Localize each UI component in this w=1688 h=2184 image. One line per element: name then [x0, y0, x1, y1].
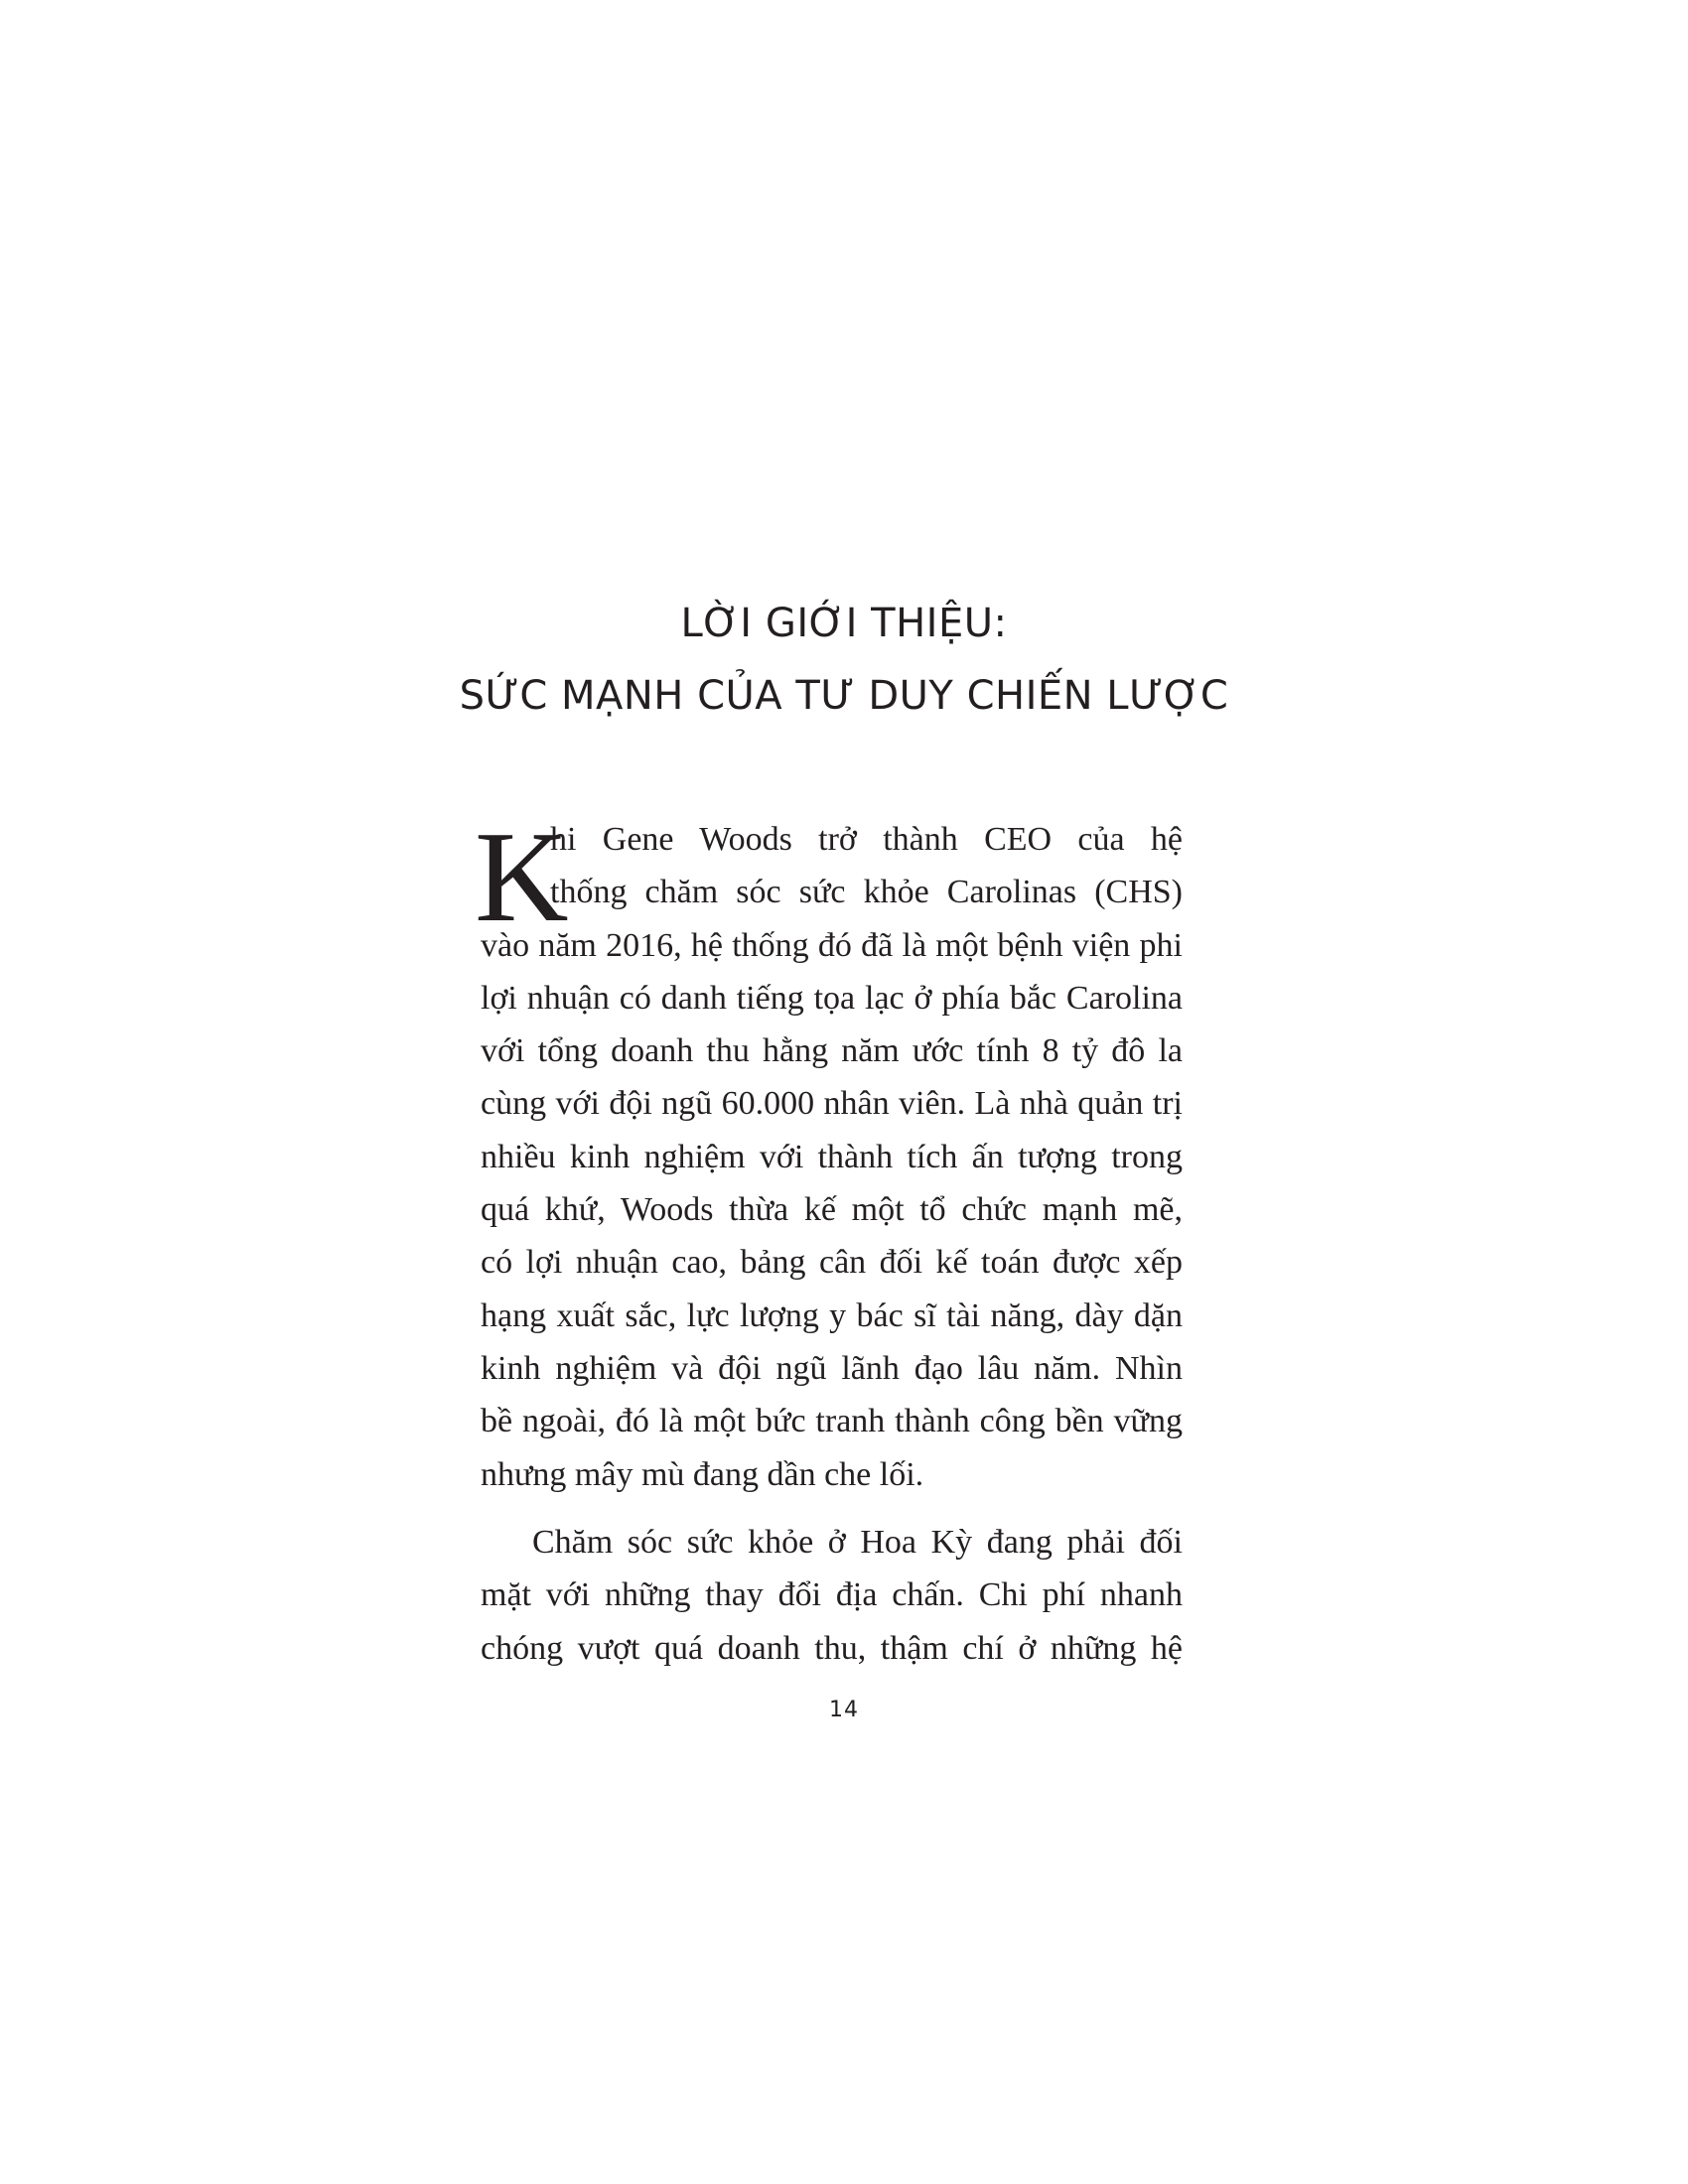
text-line: chóng vượt quá doanh thu, thậm chí ở những hệ — [481, 1629, 1183, 1667]
text-line: nhiều kinh nghiệm với thành tích ấn tượng trong — [481, 1138, 1183, 1175]
text-line: hi Gene Woods trở thành CEO của hệ — [550, 821, 1183, 858]
paragraph-2 — [481, 1516, 1183, 1675]
text-line: mặt với những thay đổi địa chấn. Chi phí nhanh — [481, 1576, 1183, 1614]
chapter-title-line-2: SỨC MẠNH CỦA TƯ DUY CHIẾN LƯỢC — [459, 673, 1229, 719]
text-line: lợi nhuận có danh tiếng tọa lạc ở phía bắc Carolina — [481, 979, 1183, 1017]
text-line: quá khứ, Woods thừa kế một tổ chức mạnh mẽ, — [481, 1191, 1183, 1229]
text-line: bề ngoài, đó là một bức tranh thành công bền vững — [481, 1403, 1183, 1440]
text-line: với tổng doanh thu hằng năm ước tính 8 tỷ đô la — [481, 1032, 1183, 1070]
paragraph-1 — [481, 813, 1183, 1501]
drop-cap: K — [475, 805, 569, 949]
text-line: hạng xuất sắc, lực lượng y bác sĩ tài năng, dày dặn — [481, 1297, 1183, 1334]
text-line: nhưng mây mù đang dần che lối. — [481, 1455, 924, 1493]
text-line: vào năm 2016, hệ thống đó đã là một bệnh viện phi — [481, 926, 1183, 964]
text-line: Chăm sóc sức khỏe ở Hoa Kỳ đang phải đối — [532, 1524, 1183, 1561]
text-line: có lợi nhuận cao, bảng cân đối kế toán được xếp — [481, 1244, 1183, 1282]
text-line: cùng với đội ngũ 60.000 nhân viên. Là nhà quản trị — [481, 1085, 1183, 1123]
chapter-title-line-1: LỜI GIỚI THIỆU: — [680, 601, 1008, 646]
text-line: thống chăm sóc sức khỏe Carolinas (CHS) — [550, 874, 1183, 911]
page-number: 14 — [829, 1698, 859, 1722]
text-line: kinh nghiệm và đội ngũ lãnh đạo lâu năm. Nhìn — [481, 1349, 1183, 1387]
